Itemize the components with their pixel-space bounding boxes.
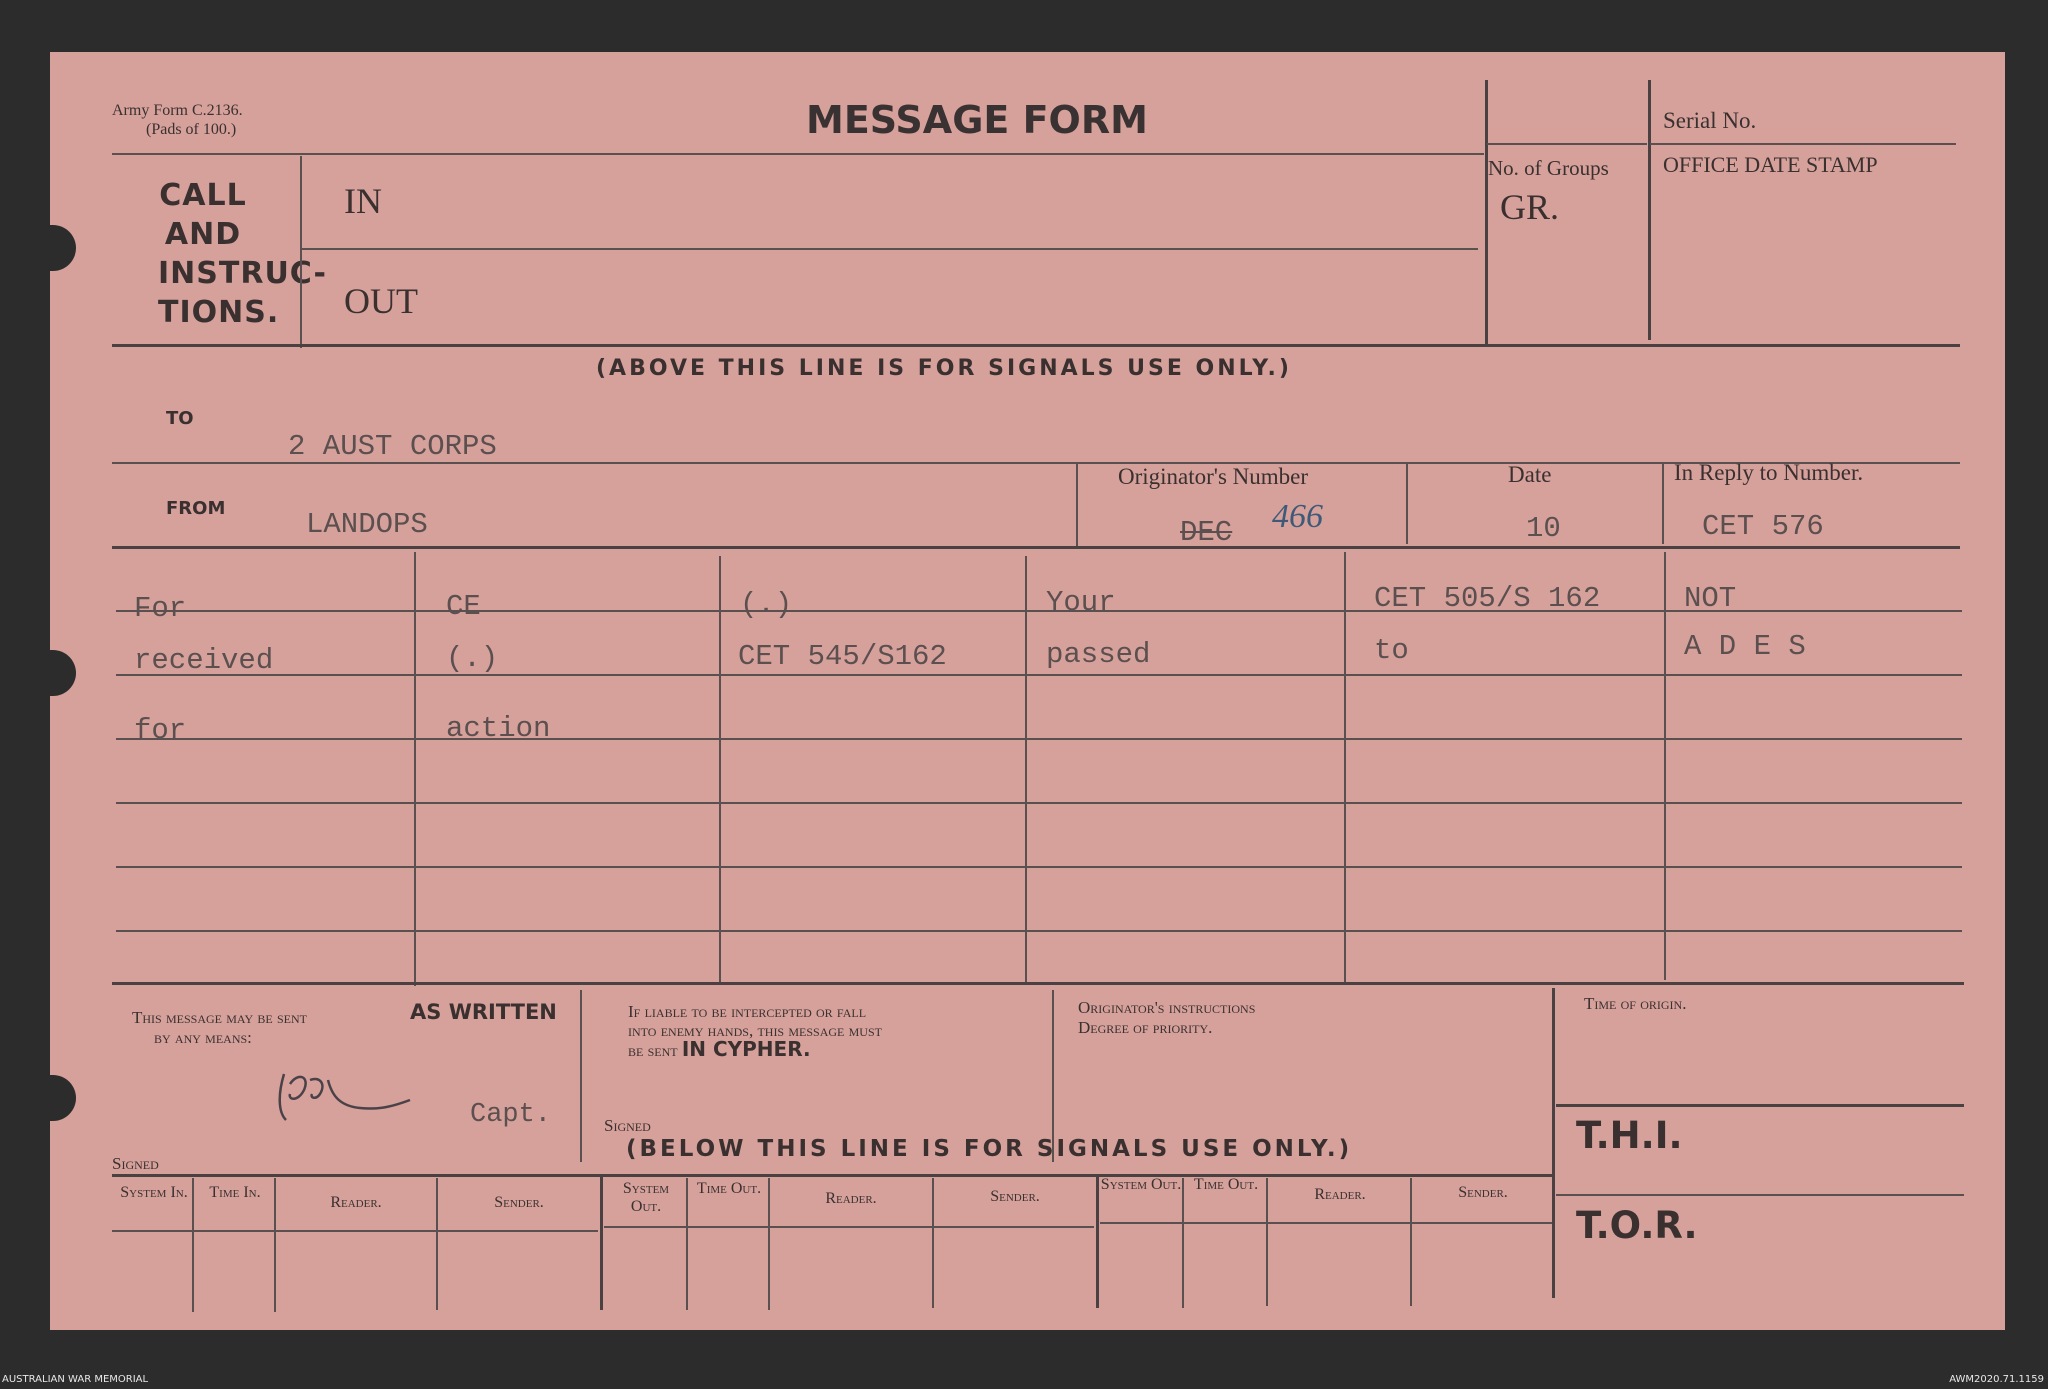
grid-cell: CE — [446, 590, 481, 623]
signals-below-note: (BELOW THIS LINE IS FOR SIGNALS USE ONLY.) — [626, 1136, 1353, 1162]
handwritten-signature — [270, 1050, 420, 1130]
log-row-line — [604, 1226, 686, 1228]
reply-number-label: In Reply to Number. — [1674, 460, 1864, 485]
log-header-time-in: Time In. — [209, 1184, 261, 1201]
log-column-line — [686, 1178, 688, 1310]
log-header-time-out: Time Out. — [1193, 1176, 1259, 1193]
grid-column-line — [414, 552, 416, 986]
originators-instructions: Originator's instructions Degree of priority. — [1078, 998, 1256, 1037]
log-column-line — [600, 1176, 603, 1310]
signed-label: Signed — [112, 1154, 159, 1173]
log-row-line — [194, 1230, 274, 1232]
log-header-reader: Reader. — [1314, 1186, 1366, 1203]
groups-label: No. of Groups — [1488, 156, 1609, 180]
in-cypher-label: IN CYPHER. — [681, 1037, 811, 1061]
originators-number-handwritten: 466 — [1272, 498, 1323, 535]
divider — [1487, 143, 1647, 145]
originators-number-value: DEC — [1180, 516, 1233, 549]
grid-row-line — [116, 866, 1962, 868]
log-header-time-out: Time Out. — [696, 1180, 762, 1197]
serial-no-label: Serial No. — [1663, 108, 1757, 133]
log-header-system-out: System Out. — [622, 1180, 670, 1215]
signals-line — [112, 344, 1960, 347]
grid-cell: passed — [1046, 638, 1151, 671]
log-header-reader: Reader. — [330, 1194, 382, 1211]
log-row-line — [1184, 1222, 1266, 1224]
divider — [1650, 143, 1956, 145]
log-row-line — [1100, 1222, 1182, 1224]
reply-number-value: CET 576 — [1702, 510, 1824, 543]
from-label: FROM — [166, 498, 226, 519]
office-date-stamp-label: OFFICE DATE STAMP — [1663, 152, 1878, 177]
date-value: 10 — [1526, 512, 1561, 545]
log-row-line — [438, 1230, 598, 1232]
grid-cell: received — [134, 644, 274, 677]
thi-label: T.H.I. — [1576, 1114, 1683, 1157]
log-header-sender: Sender. — [990, 1188, 1040, 1205]
log-column-line — [436, 1178, 438, 1310]
log-row-line — [934, 1226, 1094, 1228]
log-column-line — [1182, 1178, 1184, 1308]
log-row-line — [1412, 1222, 1552, 1224]
gr-label: GR. — [1500, 187, 1560, 227]
to-label: TO — [166, 408, 194, 429]
log-row-line — [112, 1230, 192, 1232]
grid-cell: CET 545/S162 — [738, 640, 947, 673]
log-row-line — [770, 1226, 932, 1228]
log-header-sender: Sender. — [494, 1194, 544, 1211]
time-of-origin-label: Time of origin. — [1584, 994, 1687, 1013]
from-value: LANDOPS — [306, 508, 428, 541]
divider — [1485, 80, 1488, 344]
grid-row-line — [116, 802, 1962, 804]
grid-cell: action — [446, 712, 551, 745]
cypher-instructions: If liable to be intercepted or fall into enemy hands, this message must be sent IN CYPHER. — [628, 1002, 882, 1061]
divider — [112, 153, 1484, 155]
signals-line-bottom — [112, 1174, 1552, 1177]
grid-cell: CET 505/S 162 — [1374, 582, 1601, 615]
may-be-sent-label: This message may be sent — [132, 1008, 307, 1027]
log-column-line — [768, 1178, 770, 1310]
grid-column-line — [719, 556, 721, 984]
as-written-label: AS WRITTEN — [410, 1000, 557, 1024]
log-column-line — [192, 1178, 194, 1312]
log-column-line — [274, 1178, 276, 1312]
grid-column-line — [1344, 552, 1346, 982]
log-column-line — [932, 1178, 934, 1308]
grid-row-line — [116, 674, 1962, 676]
footer-accession-number: AWM2020.71.1159 — [1949, 1374, 2044, 1385]
divider — [1662, 462, 1664, 544]
divider — [1552, 988, 1555, 1298]
divider — [300, 156, 302, 348]
grid-cell: to — [1374, 634, 1409, 667]
log-row-line — [688, 1226, 768, 1228]
log-header-system-out: System Out. — [1100, 1176, 1182, 1193]
grid-cell: NOT — [1684, 582, 1737, 615]
divider — [1556, 1104, 1964, 1107]
call-instructions-label: CALL AND INSTRUC- TIONS. — [158, 178, 327, 330]
capt-label: Capt. — [470, 1100, 552, 1130]
grid-column-line — [1025, 556, 1027, 982]
log-header-reader: Reader. — [825, 1190, 877, 1207]
grid-cell: Your — [1046, 586, 1116, 619]
out-label: OUT — [344, 281, 418, 321]
divider — [302, 248, 1478, 250]
grid-row-line — [116, 930, 1962, 932]
divider — [112, 982, 1964, 985]
log-row-line — [276, 1230, 436, 1232]
signals-above-note: (ABOVE THIS LINE IS FOR SIGNALS USE ONLY.) — [596, 356, 1292, 381]
grid-cell: For — [134, 592, 187, 625]
divider — [1406, 462, 1408, 544]
divider — [112, 546, 1960, 549]
log-header-system-in: System In. — [120, 1184, 188, 1201]
grid-cell: for — [134, 714, 187, 747]
grid-column-line — [1664, 552, 1666, 980]
in-label: IN — [344, 181, 382, 221]
grid-row-line — [116, 738, 1962, 740]
to-value: 2 AUST CORPS — [288, 430, 497, 463]
originators-number-label: Originator's Number — [1118, 464, 1309, 489]
by-any-means-label: by any means: — [154, 1028, 252, 1047]
divider — [1556, 1194, 1964, 1196]
log-header-sender: Sender. — [1458, 1184, 1508, 1201]
form-title: MESSAGE FORM — [806, 98, 1148, 142]
army-form-number: Army Form C.2136. — [112, 102, 243, 119]
log-row-line — [1268, 1222, 1410, 1224]
grid-cell: (.) — [740, 588, 793, 621]
tor-label: T.O.R. — [1576, 1204, 1698, 1247]
footer-credit: AUSTRALIAN WAR MEMORIAL — [2, 1374, 149, 1385]
divider — [1648, 80, 1651, 340]
log-column-line — [1266, 1178, 1268, 1306]
signed-label-2: Signed — [604, 1116, 651, 1135]
grid-cell: (.) — [446, 642, 499, 675]
date-label: Date — [1508, 462, 1552, 487]
grid-cell: A D E S — [1684, 630, 1806, 663]
divider — [580, 990, 582, 1162]
log-column-line — [1410, 1178, 1412, 1306]
pads-note: (Pads of 100.) — [146, 121, 237, 138]
divider — [1076, 462, 1078, 546]
log-column-line — [1096, 1176, 1099, 1308]
